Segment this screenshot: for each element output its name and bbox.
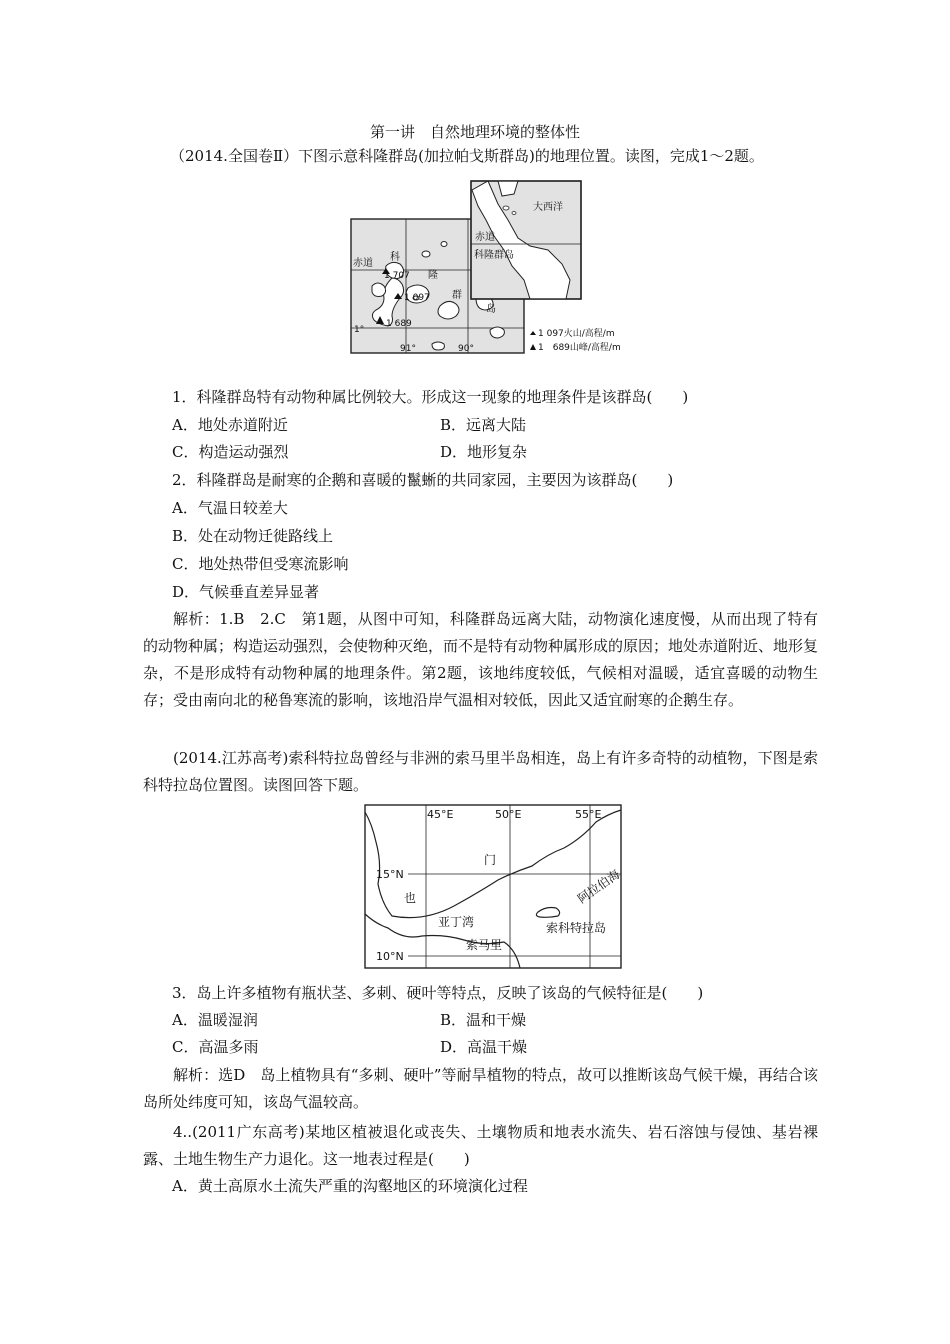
question-2-option-d: D．气候垂直差异显著 — [172, 583, 320, 601]
question-2-stem: 2．科隆群岛是耐寒的企鹅和喜暖的鬣蜥的共同家园，主要因为该群岛( ) — [172, 471, 674, 489]
elevation-1707: 1 707 — [384, 271, 410, 281]
galapagos-map — [348, 180, 638, 358]
question-3-option-a: A．温暖湿润 — [172, 1011, 258, 1029]
lon-55-label: 55°E — [575, 808, 602, 821]
question-4-stem: 4..(2011广东高考)某地区植被退化或丧失、土壤物质和地表水流失、岩石溶蚀与侵蚀、基岩裸露、土地生物生产力退化。这一地表过程是( ) — [143, 1123, 818, 1168]
island-char-ke: 科 — [390, 252, 400, 263]
inset-equator-label: 赤道 — [475, 232, 495, 243]
intro-question-1-2: （2014.全国卷Ⅱ）下图示意科隆群岛(加拉帕戈斯群岛)的地理位置。读图，完成1～2题。 — [170, 147, 764, 165]
question-2-option-a: A．气温日较差大 — [172, 499, 288, 517]
island-char-dao: 岛 — [486, 304, 496, 315]
lon-91-label: 91° — [400, 344, 416, 354]
question-1-stem: 1．科隆群岛特有动物种属比例较大。形成这一现象的地理条件是该群岛( ) — [172, 388, 689, 406]
question-2-option-b: B．处在动物迁徙路线上 — [172, 527, 334, 545]
yemen-char-ye: 也 — [404, 891, 417, 905]
inset-islands-label: 科隆群岛 — [474, 250, 514, 261]
question-3-option-b: B．温和干燥 — [440, 1011, 527, 1029]
lon-45-label: 45°E — [427, 808, 454, 821]
arabian-sea-label: 阿拉伯海 — [575, 867, 623, 907]
question-1-option-b: B．远离大陆 — [440, 416, 527, 434]
socotra-label: 索科特拉岛 — [546, 921, 607, 935]
lat-10-label: 10°N — [376, 950, 404, 963]
inset-ocean-label: 大西洋 — [533, 202, 563, 213]
lat-15-label: 15°N — [376, 868, 404, 881]
yemen-char-men: 门 — [484, 853, 497, 867]
question-1-option-a: A．地处赤道附近 — [172, 416, 288, 434]
lon-90-label: 90° — [458, 344, 474, 354]
lat-1-label: 1° — [354, 325, 365, 335]
elevation-1097: 1 097 — [404, 293, 430, 303]
question-3-option-c: C．高温多雨 — [172, 1038, 259, 1056]
question-3-stem: 3．岛上许多植物有瓶状茎、多刺、硬叶等特点，反映了该岛的气候特征是( ) — [172, 984, 704, 1002]
elevation-1689: 1 689 — [386, 319, 412, 329]
lon-50-label: 50°E — [495, 808, 522, 821]
island-char-qun: 群 — [452, 290, 462, 301]
analysis-3: 解析：选D 岛上植物具有“多刺、硬叶”等耐旱植物的特点，故可以推断该岛气候干燥，再结合该岛所处纬度可知，该岛气温较高。 — [143, 1066, 818, 1111]
question-1-option-c: C．构造运动强烈 — [172, 443, 289, 461]
island-char-long: 隆 — [428, 270, 438, 281]
question-4-option-a: A．黄土高原水土流失严重的沟壑地区的环境演化过程 — [172, 1177, 528, 1195]
page-title: 第一讲 自然地理环境的整体性 — [369, 123, 580, 141]
socotra-map — [364, 804, 624, 970]
intro-question-3: (2014.江苏高考)索科特拉岛曾经与非洲的索马里半岛相连，岛上有许多奇特的动植物，下图是索科特拉岛位置图。读图回答下题。 — [143, 749, 818, 794]
question-3-option-d: D．高温干燥 — [440, 1038, 528, 1056]
equator-label: 赤道 — [353, 258, 373, 269]
question-2-option-c: C．地处热带但受寒流影响 — [172, 555, 349, 573]
gulf-of-aden-label: 亚丁湾 — [438, 915, 475, 929]
question-1-option-d: D．地形复杂 — [440, 443, 528, 461]
analysis-1-2: 解析：1.B 2.C 第1题，从图中可知，科隆群岛远离大陆，动物演化速度慢，从而出现了特有的动物种属；构造运动强烈，会使物种灭绝，而不是特有动物种属形成的原因；地处赤道附近、地形复杂，不是形成特有动物种属的地理条件。第2题，该地纬度较低，气候相对温暖，适宜喜暖的动物生存；受由南向北的秘鲁寒流的影响，该地沿岸气温相对较低，因此又适宜耐寒的企鹅生存。 — [143, 610, 819, 709]
legend-volcano: 1 097火山/高程/m — [538, 329, 615, 339]
legend-peak: 1 689山峰/高程/m — [538, 343, 621, 353]
somalia-label: 索马里 — [466, 938, 503, 952]
